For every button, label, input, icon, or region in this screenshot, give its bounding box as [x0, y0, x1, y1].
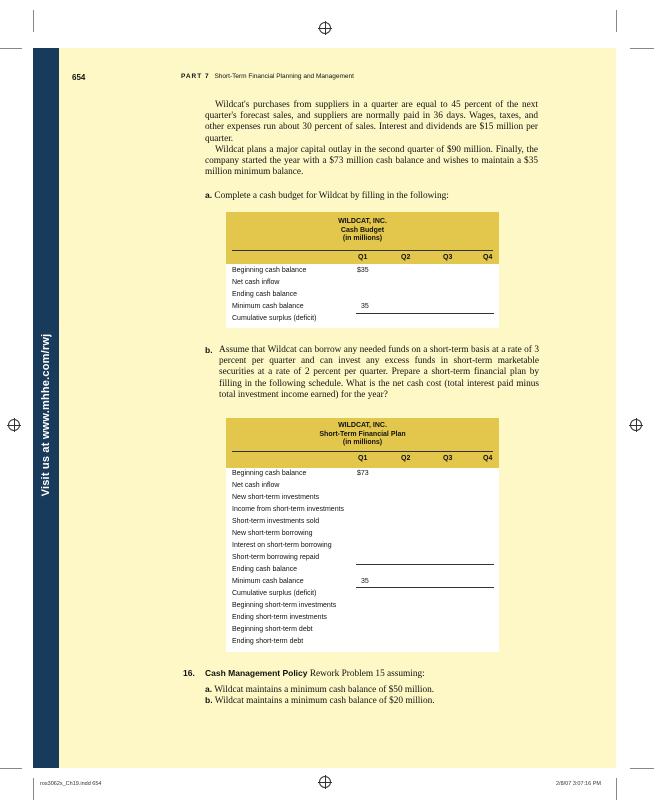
registration-mark-icon [319, 22, 331, 34]
registration-mark-icon [319, 776, 331, 788]
table-row-label: Short-term borrowing repaid [232, 554, 320, 561]
registration-mark-icon [8, 419, 20, 431]
table-row-label: Minimum cash balance [232, 303, 304, 310]
column-header-q1: Q1 [358, 455, 368, 462]
running-head-part: PART 7 [181, 73, 210, 80]
table-row-label: Interest on short-term borrowing [232, 542, 332, 549]
table-cell-value: 35 [361, 303, 369, 310]
problem-16-number [183, 668, 195, 680]
part-b-text: Assume that Wildcat can borrow any needed funds on a short-term basis at a rate of 3 percent per quarter and can invest any excess funds in short-term marketable securities at a rate of 2 percent per quarter. Prepare a short-term financial plan by filling in the following schedule. What is the net cash cost (total interest paid minus total investment income earned) for the year? [219, 345, 539, 400]
table-row-label: New short-term borrowing [232, 530, 313, 537]
cash-budget-table [226, 264, 499, 328]
table-row-label: Cumulative surplus (deficit) [232, 590, 317, 597]
table-row-label: Net cash inflow [232, 279, 280, 286]
table1-title: Cash Budget [340, 226, 385, 234]
table1-company: WILDCAT, INC. [338, 218, 387, 225]
intro-text [205, 100, 538, 178]
running-head-title: Short-Term Financial Planning and Management [214, 73, 354, 80]
column-header-q2: Q2 [401, 455, 411, 462]
item-label: a. [205, 684, 213, 694]
problem-16-title: Cash Management Policy [205, 668, 308, 678]
part-b-label [205, 345, 220, 357]
running-head [181, 73, 354, 80]
table-row-label: Minimum cash balance [232, 578, 304, 585]
table-cell-value: $35 [357, 267, 369, 274]
part-b-label-text: b. [205, 345, 213, 355]
column-header-q1: Q1 [358, 254, 368, 261]
table-row-label: Beginning short-term debt [232, 626, 313, 633]
financial-plan-table [226, 468, 499, 652]
table-row-label: Beginning cash balance [232, 470, 307, 477]
sidebar-url-text: Visit us at www.mhhe.com/rwj [40, 333, 52, 497]
column-header-q3: Q3 [443, 254, 453, 261]
item-text: Wildcat maintains a minimum cash balance of $20 million. [214, 696, 435, 706]
problem-16-text: Rework Problem 15 assuming: [309, 669, 425, 679]
table2-units: (in millions) [342, 439, 383, 446]
column-header-q2: Q2 [401, 254, 411, 261]
table-row-label: Net cash inflow [232, 482, 280, 489]
column-header-q4: Q4 [483, 455, 493, 462]
table2-title: Short-Term Financial Plan [319, 430, 406, 438]
table-row-label: Ending cash balance [232, 291, 297, 298]
table-row-label: Ending short-term investments [232, 614, 327, 621]
table-row-label: Cumulative surplus (deficit) [232, 315, 317, 322]
page-number: 654 [72, 73, 86, 82]
problem-16-item [205, 695, 545, 707]
table-row-label: Ending cash balance [232, 566, 297, 573]
problem-16-heading [205, 668, 545, 680]
table-row-label: Beginning short-term investments [232, 602, 337, 609]
intro-paragraph: Wildcat's purchases from suppliers in a quarter are equal to 45 percent of the next quarter's forecast sales, and suppliers are normally paid in 36 days. Wages, taxes, and other expenses run about 30 percent of sales. Interest and dividends are $15 million per quarter. [205, 100, 538, 144]
intro-paragraph: Wildcat plans a major capital outlay in the second quarter of $90 million. Finally, the company started the year with a $73 million cash balance and wishes to maintain a $35 million minimum balance. [205, 144, 538, 178]
table-row-label: Short-term investments sold [232, 518, 320, 525]
table-cell-value: 35 [361, 578, 369, 585]
table-row-label: Income from short-term investments [232, 506, 345, 513]
table-row-label: Ending short-term debt [232, 638, 304, 645]
footer-date: 2/8/07 3:07:16 PM [556, 781, 601, 787]
table-cell-value: $73 [357, 470, 369, 477]
part-a-text: Complete a cash budget for Wildcat by filling in the following: [214, 191, 449, 201]
table2-company: WILDCAT, INC. [338, 422, 387, 429]
item-text: Wildcat maintains a minimum cash balance of $50 million. [214, 685, 435, 695]
problem-16-number-text: 16. [183, 668, 195, 678]
cash-budget-header [226, 212, 499, 264]
column-header-q4: Q4 [483, 254, 493, 261]
column-header-q3: Q3 [443, 455, 453, 462]
table1-units: (in millions) [342, 235, 383, 242]
table-row-label: New short-term investments [232, 494, 320, 501]
footer-file: ros3062x_Ch19.indd 654 [40, 781, 102, 787]
part-a-question [205, 190, 545, 202]
item-label: b. [205, 695, 213, 705]
financial-plan-header [226, 418, 499, 468]
table-row-label: Beginning cash balance [232, 267, 307, 274]
registration-mark-icon [630, 419, 642, 431]
part-a-label: a. [205, 190, 213, 200]
